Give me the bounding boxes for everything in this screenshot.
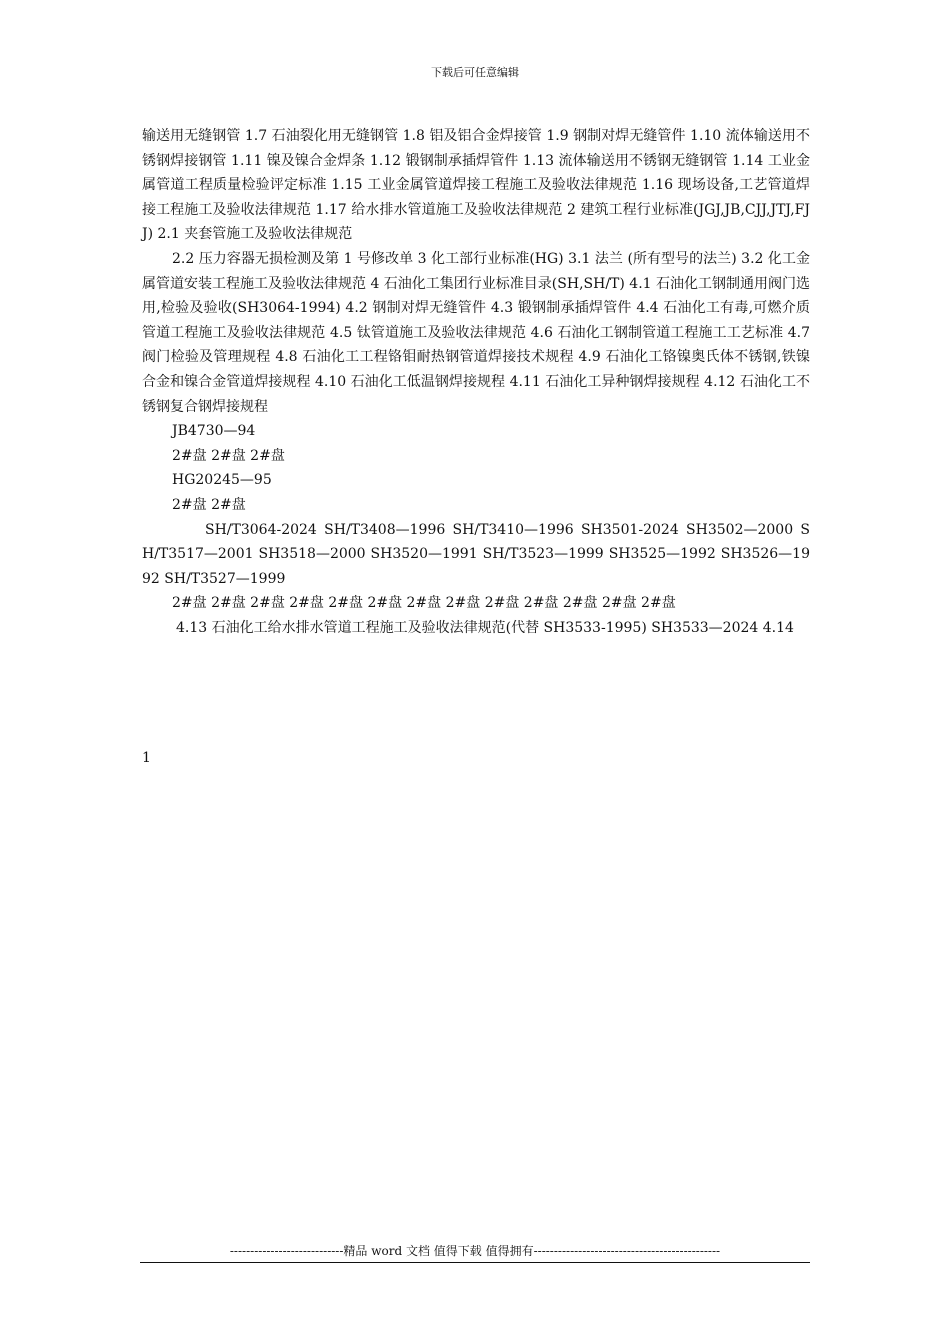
standard-codes-sh: SH/T3064-2024 SH/T3408—1996 SH/T3410—1996 SH3501-2024 SH3502—2000 SH/T3517—2001 SH3518—2000 SH3520—1991 SH/T3523—1999 SH3525—1992 SH3526—1992 SH/T3527—1999 bbox=[142, 521, 810, 587]
document-body bbox=[142, 124, 810, 640]
page-footer bbox=[140, 1243, 810, 1263]
page-header: 下载后可任意编辑 bbox=[431, 66, 519, 79]
standard-code-jb4730: JB4730—94 bbox=[172, 423, 256, 440]
paragraph-standards-list-1: 输送用无缝钢管 1.7 石油裂化用无缝钢管 1.8 铝及铝合金焊接管 1.9 钢制对焊无缝管件 1.10 流体输送用不锈钢焊接钢管 1.11 镍及镍合金焊条 1.12 锻钢制承插焊管件 1.13 流体输送用不锈钢无缝钢管 1.14 工业金属管道工程质量检验评定标准 1.15 工业金属管道焊接工程施工及验收法律规范 1.16 现场设备,工艺管道焊接工程施工及验收法律规范 1.17 给水排水管道施工及验收法律规范 2 建筑工程行业标准(JGJ,JB,CJJ,JTJ,FJJ) 2.1 夹套管施工及验收法律规范 bbox=[142, 128, 810, 243]
footer-rule bbox=[140, 1262, 810, 1263]
disc-line-3: 2#盘 2#盘 2#盘 2#盘 2#盘 2#盘 2#盘 2#盘 2#盘 2#盘 2#盘 2#盘 2#盘 bbox=[172, 595, 676, 612]
page-number: 1 bbox=[142, 750, 151, 766]
paragraph-standards-list-2: 2.2 压力容器无损检测及第 1 号修改单 3 化工部行业标准(HG) 3.1 法兰 (所有型号的法兰) 3.2 化工金属管道安装工程施工及验收法律规范 4 石油化工集团行业标准目录(SH,SH/T) 4.1 石油化工钢制通用阀门选用,检验及验收(SH3064-1994) 4.2 钢制对焊无缝管件 4.3 锻钢制承插焊管件 4.4 石油化工有毒,可燃介质管道工程施工及验收法律规范 4.5 钛管道施工及验收法律规范 4.6 石油化工钢制管道工程施工工艺标准 4.7 阀门检验及管理规程 4.8 石油化工工程铬钼耐热钢管道焊接技术规程 4.9 石油化工铬镍奥氏体不锈钢,铁镍合金和镍合金管道焊接规程 4.10 石油化工低温钢焊接规程 4.11 石油化工异种钢焊接规程 4.12 石油化工不锈钢复合钢焊接规程 bbox=[142, 250, 810, 415]
paragraph-4-13: 4.13 石油化工给水排水管道工程施工及验收法律规范(代替 SH3533-1995) SH3533—2024 4.14 bbox=[176, 619, 794, 636]
disc-line-2: 2#盘 2#盘 bbox=[172, 496, 246, 513]
disc-line-1: 2#盘 2#盘 2#盘 bbox=[172, 447, 285, 464]
footer-text: ----------------------------精品 word 文档 值得下载 值得拥有---------------------------------------------- bbox=[229, 1244, 721, 1258]
standard-code-hg20245: HG20245—95 bbox=[172, 472, 272, 489]
